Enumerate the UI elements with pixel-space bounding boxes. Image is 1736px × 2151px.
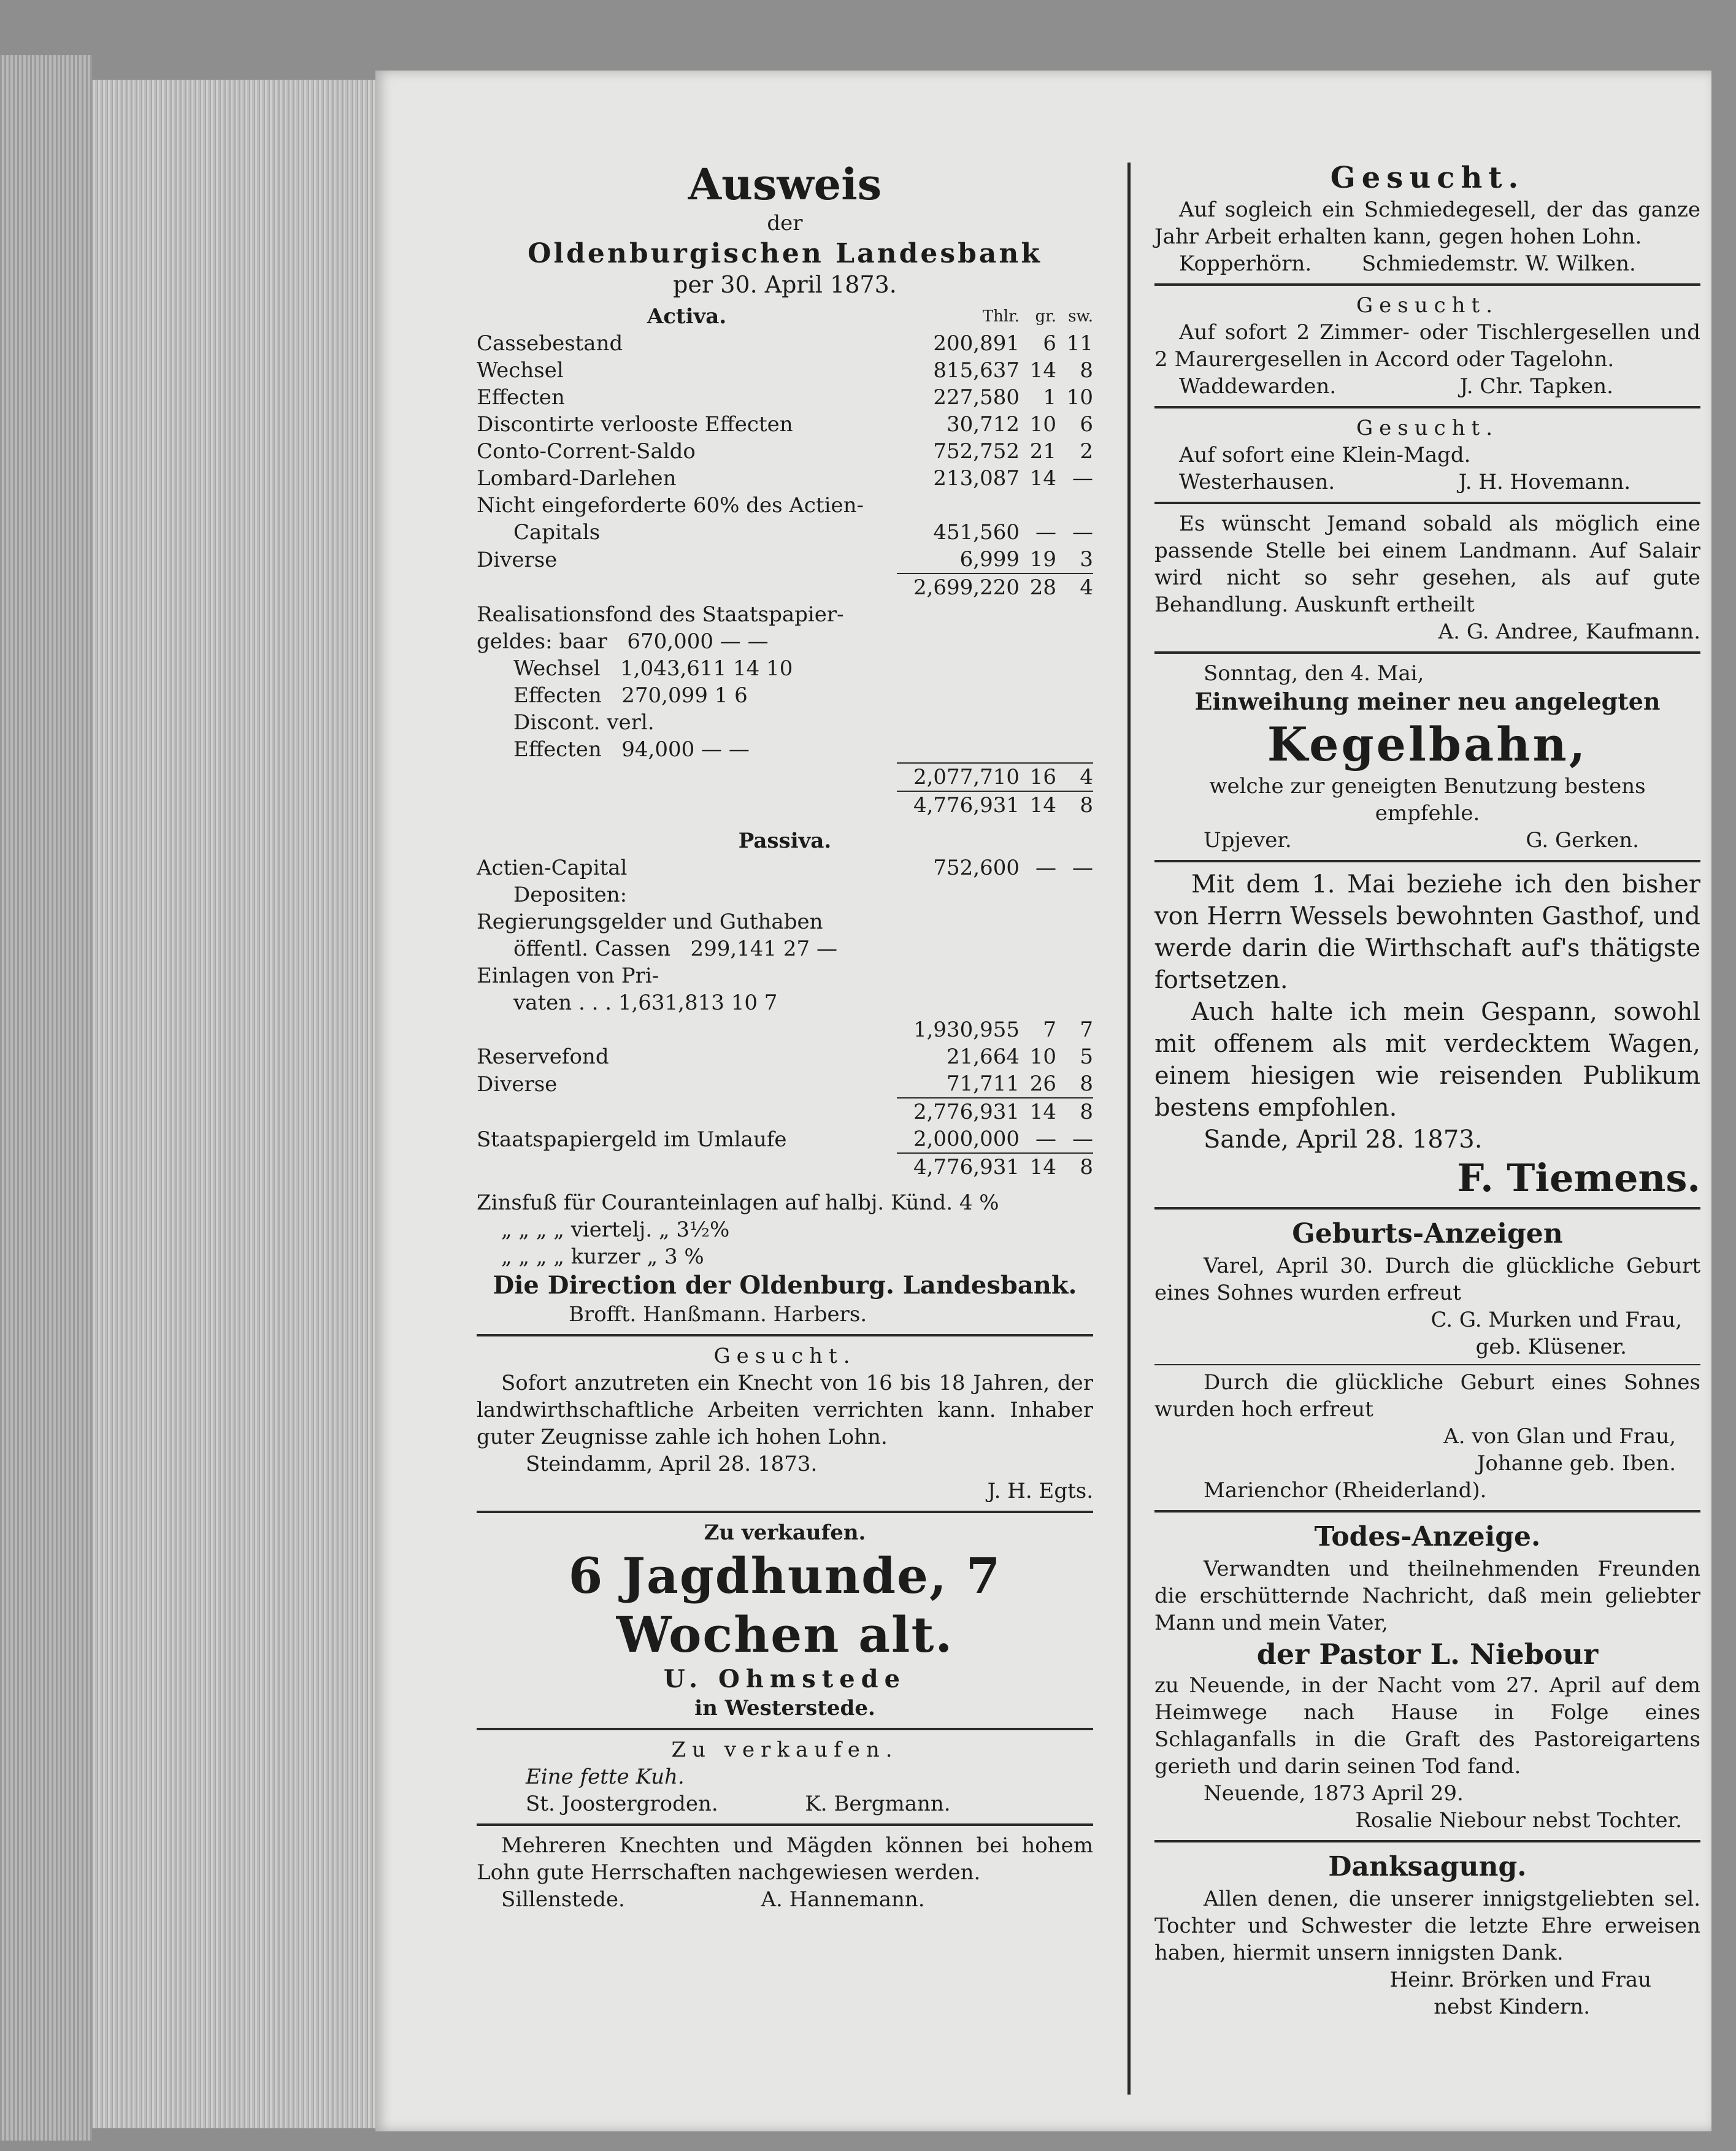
left-column <box>477 159 1093 1913</box>
col-thlr: Thlr. <box>982 307 1020 326</box>
ad-item: Eine fette Kuh. <box>526 1765 685 1789</box>
table-row: Reservefond 21,664 10 5 <box>477 1045 1093 1069</box>
table-row: Wechsel 815,637 14 8 <box>477 358 1093 383</box>
ad-gesucht-zimmer <box>1154 292 1700 400</box>
divider <box>1154 651 1700 654</box>
ad-line1: Sonntag, den 4. Mai, <box>1204 661 1424 686</box>
table-row: vaten . . . 1,631,813 10 7 <box>513 991 778 1015</box>
ad-line2: Einweihung meiner neu angelegten <box>1194 688 1661 715</box>
passiva-label: Passiva. <box>738 829 832 853</box>
table-row: Actien-Capital 752,600 — — <box>477 856 1093 880</box>
ad-signer: Schmiedemstr. W. Wilken. <box>1361 251 1636 276</box>
zins-line-1: Zinsfuß für Couranteinlagen auf halbj. Künd. 4 % <box>477 1191 999 1215</box>
ad-jagdhunde <box>477 1519 1093 1722</box>
bank-date: per 30. April 1873. <box>673 271 897 298</box>
divider <box>477 1334 1093 1336</box>
divider <box>1154 406 1700 408</box>
newspaper-page <box>375 71 1711 2131</box>
ad-para1: Mit dem 1. Mai beziehe ich den bisher von Herrn Wessels bewohnten Gasthof, und werde darin die Wirthschaft auf's thätigste fortsetzen. <box>1154 870 1700 994</box>
col-sw: sw. <box>1068 307 1093 326</box>
table-row: Diverse 6,999 19 3 <box>477 547 1093 572</box>
ad-text: Auf sofort eine Klein-Magd. <box>1179 443 1471 467</box>
table-row: Regierungsgelder und Guthaben <box>477 910 823 934</box>
ad-title: Gesucht. <box>1330 161 1525 195</box>
ad-tiemens <box>1154 868 1700 1201</box>
ad-text: Auf sofort 2 Zimmer- oder Tischlergesellen und 2 Maurergesellen in Accord oder Tagelohn. <box>1154 320 1700 372</box>
total-row: 2,776,931 14 8 <box>477 1098 1093 1125</box>
total-row: 4,776,931 14 8 <box>477 1153 1093 1181</box>
table-row: Conto-Corrent-Saldo 752,752 21 2 <box>477 439 1093 464</box>
ad-para2: Auch halte ich mein Gespann, sowohl mit offenem als mit verdecktem Wagen, einem hiesigen wie reisenden Publikum bestens empfohlen. <box>1154 998 1700 1122</box>
table-row: Discont. verl. <box>513 710 655 735</box>
zins-line-3: „ „ „ „ kurzer „ 3 % <box>501 1244 704 1269</box>
divider <box>477 1511 1093 1513</box>
divider <box>1154 860 1700 862</box>
table-row: Effecten 270,099 1 6 <box>513 683 748 708</box>
ad-mehreren <box>477 1832 1093 1913</box>
ad-line3: welche zur geneigten Benutzung bestens empfehle. <box>1209 774 1646 826</box>
bank-statement <box>477 159 1093 1328</box>
ad-signer: J. Chr. Tapken. <box>1459 374 1613 399</box>
divider <box>1154 502 1700 504</box>
total-row: 2,699,220 28 4 <box>477 573 1093 601</box>
ad-todes <box>1154 1519 1700 1834</box>
ad-signer: A. G. Andree, Kaufmann. <box>1438 619 1700 644</box>
book-spine <box>0 55 92 2141</box>
ad-signer: J. H. Hovemann. <box>1458 470 1631 494</box>
ad-main: Kegelbahn, <box>1267 717 1588 772</box>
direction: Die Direction der Oldenburg. Landesbank. <box>493 1271 1077 1300</box>
ad-place: Upjever. <box>1204 828 1292 853</box>
ad-stelle <box>1154 510 1700 645</box>
ad-text2: zu Neuende, in der Nacht vom 27. April auf dem Heimwege nach Hause in Folge eines Schlaganfalls in die Graft des Pastoreigartens gerieth und darin seinen Tod fand. <box>1154 1673 1700 1779</box>
ad-place: Neuende, 1873 April 29. <box>1204 1781 1464 1806</box>
ad-sign2: nebst Kindern. <box>1434 1995 1590 2019</box>
divider <box>1154 283 1700 286</box>
table-row: 1,930,955 7 7 <box>913 1018 1093 1042</box>
ad-text: Auf sogleich ein Schmiedegesell, der das ganze Jahr Arbeit erhalten kann, gegen hohen Lohn. <box>1154 197 1700 249</box>
ad-title: Todes-Anzeige. <box>1314 1521 1541 1552</box>
ad-text: Es wünscht Jemand sobald als möglich eine passende Stelle bei einem Landmann. Auf Salair wird nicht so sehr gesehen, als auf gute Behandlung. Auskunft ertheilt <box>1154 512 1700 617</box>
ad-name: der Pastor L. Niebour <box>1256 1638 1599 1671</box>
ad-gesucht-magd <box>1154 415 1700 496</box>
ad-text: Sofort anzutreten ein Knecht von 16 bis 18 Jahren, der landwirthschaftliche Arbeiten verrichten kann. Inhaber guter Zeugnisse zahle ich hohen Lohn. <box>477 1371 1093 1449</box>
signers: Brofft. Hanßmann. Harbers. <box>569 1302 867 1327</box>
divider <box>477 1823 1093 1826</box>
table-row: geldes: baar 670,000 — — <box>477 629 769 654</box>
table-row: Discontirte verlooste Effecten 30,712 10 6 <box>477 412 1093 437</box>
ad-main: 6 Jagdhunde, 7 Wochen alt. <box>568 1547 1002 1663</box>
ad-signer: A. Hannemann. <box>761 1887 925 1912</box>
ad-title: Danksagung. <box>1328 1851 1527 1882</box>
ad-title: Zu verkaufen. <box>704 1520 866 1545</box>
ad-text1: Verwandten und theilnehmenden Freunden die erschütternde Nachricht, daß mein geliebter Mann und mein Vater, <box>1154 1557 1700 1635</box>
ad-text2: Durch die glückliche Geburt eines Sohnes wurden hoch erfreut <box>1154 1370 1700 1422</box>
ad-name: U. Ohmstede <box>663 1665 907 1693</box>
table-row: Diverse 71,711 26 8 <box>477 1072 1093 1097</box>
col-gr: gr. <box>1035 307 1056 326</box>
bank-sub1: der <box>767 211 803 236</box>
bank-name: Oldenburgischen Landesbank <box>528 238 1042 269</box>
ad-sign2a: A. von Glan und Frau, <box>1443 1424 1676 1449</box>
ad-place: Steindamm, April 28. 1873. <box>526 1452 818 1476</box>
table-row: Cassebestand 200,891 6 11 <box>477 331 1093 356</box>
zins-line-2: „ „ „ „ viertelj. „ 3½% <box>501 1217 730 1242</box>
ad-signer: K. Bergmann. <box>805 1792 951 1816</box>
divider <box>477 1728 1093 1730</box>
ad-place: Kopperhörn. <box>1179 251 1312 276</box>
table-row: Wechsel 1,043,611 14 10 <box>513 656 793 681</box>
total-row: 2,077,710 16 4 <box>477 763 1093 791</box>
table-row: Effecten 94,000 — — <box>513 737 750 762</box>
table-row: Einlagen von Pri- <box>477 964 659 988</box>
ad-title: Gesucht. <box>1356 416 1499 440</box>
table-row: Nicht eingeforderte 60% des Actien- <box>477 493 864 518</box>
ad-sign2b: Johanne geb. Iben. <box>1477 1451 1676 1476</box>
ad-dank <box>1154 1849 1700 2020</box>
total-row: 4,776,931 14 8 <box>477 791 1093 819</box>
divider <box>1154 1364 1700 1365</box>
ad-place: in Westerstede. <box>694 1696 875 1720</box>
ad-sign1a: C. G. Murken und Frau, <box>1431 1308 1682 1332</box>
divider <box>1154 1510 1700 1513</box>
ad-sign1: Heinr. Brörken und Frau <box>1389 1968 1651 1992</box>
ad-signer: G. Gerken. <box>1526 828 1639 853</box>
table-row: Capitals 451,560 — — <box>513 520 1093 545</box>
activa-table <box>477 303 1093 819</box>
ad-place2: Marienchor (Rheiderland). <box>1204 1478 1487 1503</box>
table-row: öffentl. Cassen 299,141 27 — <box>513 937 837 961</box>
ad-title: Geburts-Anzeigen <box>1292 1218 1563 1249</box>
ad-place: Waddewarden. <box>1179 374 1337 399</box>
ad-place: St. Joostergroden. <box>526 1792 718 1816</box>
table-row: Effecten 227,580 1 10 <box>477 385 1093 410</box>
table-row: Depositen: <box>513 883 628 907</box>
table-row: Staatspapiergeld im Umlaufe 2,000,000 — — <box>477 1127 1093 1152</box>
ad-kegelbahn <box>1154 660 1700 854</box>
table-row: Lombard-Darlehen 213,087 14 — <box>477 466 1093 491</box>
ad-text: Mehreren Knechten und Mägden können bei hohem Lohn gute Herrschaften nachgewiesen werden. <box>477 1833 1093 1885</box>
ad-signer: J. H. Egts. <box>987 1479 1093 1503</box>
right-column <box>1154 159 1700 2020</box>
ad-text: Allen denen, die unserer innigstgeliebten sel. Tochter und Schwester die letzte Ehre erweisen haben, hiermit unsern innigsten Dank. <box>1154 1887 1700 1965</box>
divider <box>1154 1840 1700 1842</box>
bank-title: Ausweis <box>688 159 882 210</box>
ad-sign1b: geb. Klüsener. <box>1475 1335 1627 1359</box>
table-row: Realisationsfond des Staatspapier- <box>477 602 844 627</box>
ad-signer: F. Tiemens. <box>1457 1156 1700 1200</box>
page-edges <box>92 80 377 2128</box>
ad-geburt <box>1154 1216 1700 1504</box>
passiva-table <box>477 854 1093 1181</box>
ad-place: Westerhausen. <box>1179 470 1335 494</box>
ad-gesucht-schmied <box>1154 159 1700 277</box>
ad-kuh <box>477 1736 1093 1817</box>
ad-title: Gesucht. <box>713 1344 856 1368</box>
ad-title: Zu verkaufen. <box>671 1738 899 1762</box>
column-divider <box>1127 163 1131 2095</box>
ad-gesucht-knecht <box>477 1343 1093 1505</box>
ad-signer: Rosalie Niebour nebst Tochter. <box>1355 1808 1682 1833</box>
ad-title: Gesucht. <box>1356 293 1499 318</box>
ad-place: Sande, April 28. 1873. <box>1204 1125 1483 1154</box>
divider <box>1154 1207 1700 1210</box>
activa-label: Activa. <box>647 304 727 329</box>
ad-text1: Varel, April 30. Durch die glückliche Geburt eines Sohnes wurden erfreut <box>1154 1254 1700 1305</box>
ad-place: Sillenstede. <box>501 1887 625 1912</box>
